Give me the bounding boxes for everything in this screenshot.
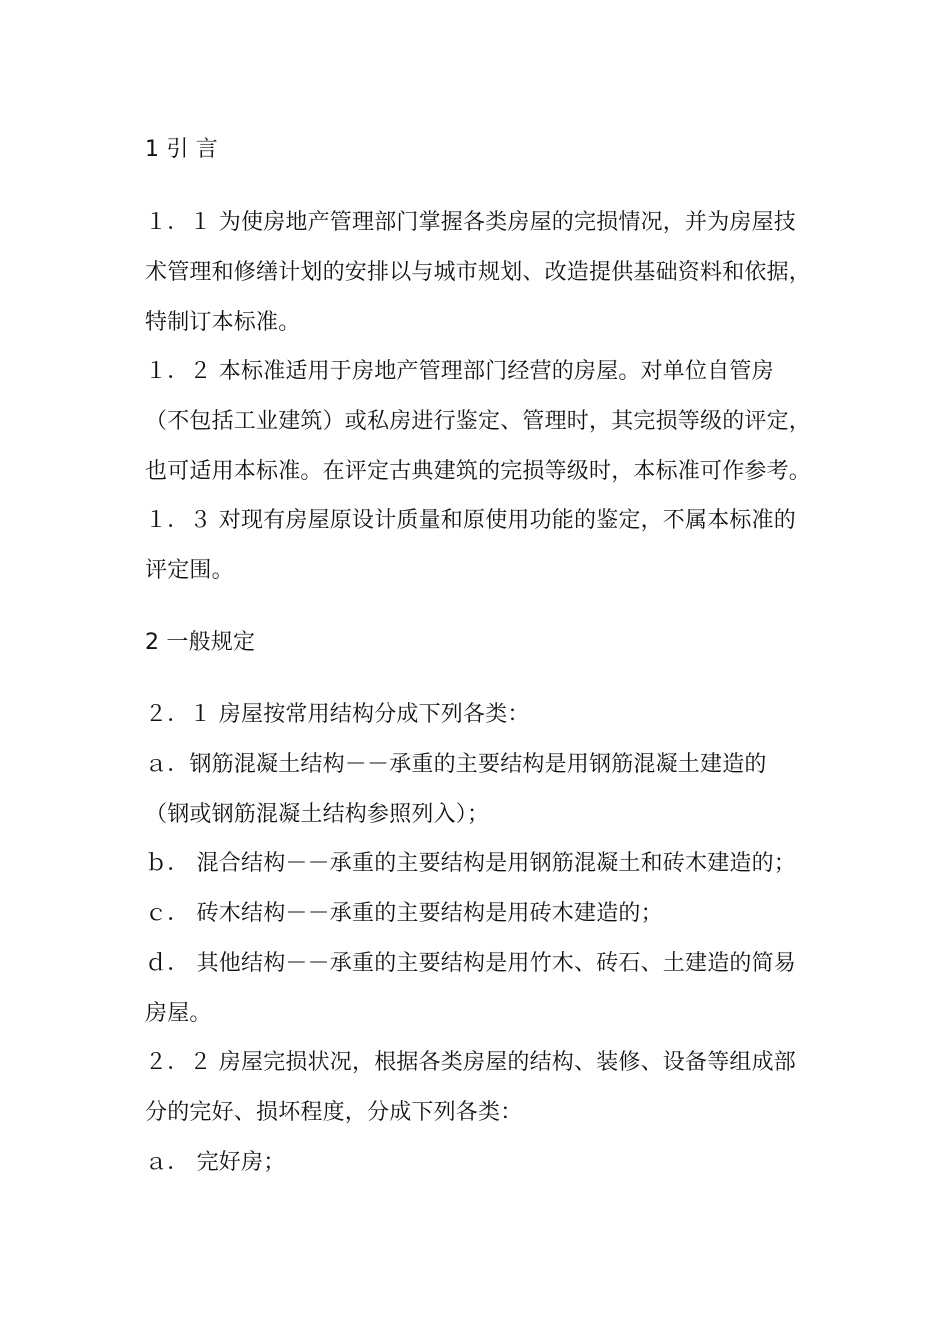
- item-b: ｂ． 混合结构－－承重的主要结构是用钢筋混凝土和砖木建造的；: [145, 851, 796, 876]
- paragraph-1-2-line-2: （不包括工业建筑）或私房进行鉴定、管理时，其完损等级的评定，: [145, 409, 812, 434]
- paragraph-1-3-line-1: １．３ 对现有房屋原设计质量和原使用功能的鉴定，不属本标准的: [145, 508, 796, 533]
- item-d-line-2: 房屋。: [145, 1001, 212, 1026]
- item-c: ｃ． 砖木结构－－承重的主要结构是用砖木建造的；: [145, 901, 663, 926]
- paragraph-2-2-line-1: ２．２ 房屋完损状况，根据各类房屋的结构、装修、设备等组成部: [145, 1050, 796, 1075]
- item-d-line-1: ｄ． 其他结构－－承重的主要结构是用竹木、砖石、土建造的简易: [145, 951, 796, 976]
- paragraph-1-2-line-3: 也可适用本标准。在评定古典建筑的完损等级时，本标准可作参考。: [145, 459, 812, 484]
- section-2-heading: 2 一般规定: [145, 630, 256, 655]
- section-1-heading: 1 引 言: [145, 137, 218, 162]
- paragraph-2-1: ２．１ 房屋按常用结构分成下列各类：: [145, 702, 530, 727]
- paragraph-1-1-line-2: 术管理和修缮计划的安排以与城市规划、改造提供基础资料和依据，: [145, 260, 812, 285]
- item-a2: ａ． 完好房；: [145, 1150, 286, 1175]
- paragraph-1-1-line-3: 特制订本标准。: [145, 310, 301, 335]
- paragraph-1-2-line-1: １．２ 本标准适用于房地产管理部门经营的房屋。对单位自管房: [145, 359, 774, 384]
- paragraph-1-1-line-1: １．１ 为使房地产管理部门掌握各类房屋的完损情况，并为房屋技: [145, 210, 796, 235]
- paragraph-1-3-line-2: 评定围。: [145, 558, 234, 583]
- paragraph-2-2-line-2: 分的完好、损坏程度，分成下列各类：: [145, 1100, 523, 1125]
- item-a-line-1: ａ．钢筋混凝土结构－－承重的主要结构是用钢筋混凝土建造的: [145, 752, 767, 777]
- item-a-line-2: （钢或钢筋混凝土结构参照列入）；: [145, 802, 490, 827]
